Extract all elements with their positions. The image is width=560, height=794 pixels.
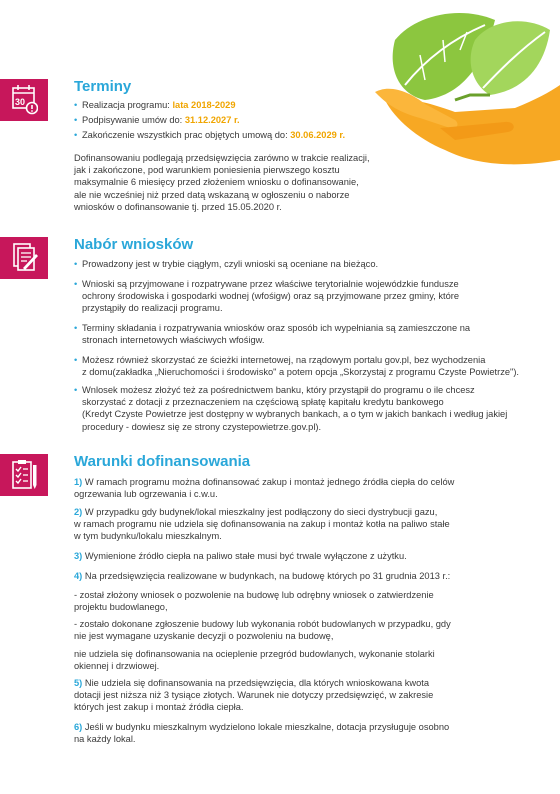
nabor-bullet-2: • Wnioski są przyjmowane i rozpatrywane przez właściwe terytorialnie wojewódzkie fundusze ochrony środowiska i gospodarki wodnej (wfośigw) oraz są przyjmowane przez gminy, które przystąpiły do realizacji programu. [74, 278, 534, 315]
warunki-para-4a: - został złożony wniosek o pozwolenie na budowę lub odrębny wniosek o zatwierdzenie projektu budowlanego, [74, 590, 434, 613]
warunki-para-4c: nie udziela się dofinansowania na ocieplenie przegród budowlanych, wykonanie stolarki okiennej i drzwiowej. [74, 649, 435, 672]
nabor-bullet-1: • Prowadzony jest w trybie ciągłym, czyli wnioski są oceniane na bieżąco. [74, 258, 534, 270]
warunki-para-4b: - zostało dokonane zgłoszenie budowy lub wykonania robót budowlanych w przypadku, gdy nie jest wymagane uzyskanie decyzji o pozwoleniu na budowę, [74, 619, 451, 642]
section-title-warunki: Warunki dofinansowania [74, 453, 251, 470]
application-icon-box [0, 237, 48, 279]
warunki-para-5: 5) Nie udziela się dofinansowania na przedsięwzięcia, dla których wnioskowana kwota dotacji jest niższa niż 3 tysiące złotych. Warunek nie dotyczy przedsięwzięć, w zakresie których jest zakup i montaż źródła ciepła. [74, 678, 434, 713]
section-title-terminy: Terminy [74, 78, 132, 95]
calendar-icon-box [0, 79, 48, 121]
calendar-number: 30 [15, 97, 26, 107]
checklist-icon [12, 459, 38, 491]
document-pen-icon [12, 242, 38, 274]
nabor-bullet-4: • Możesz również skorzystać ze ścieżki internetowej, na rządowym portalu gov.pl, bez wychodzenia z domu(zakładka „Nieruchomości i środowisko" a potem opcja „Skorzystaj z programu Czyste Powietrze"). [74, 354, 534, 378]
warunki-para-3: 3) Wymienione źródło ciepła na paliwo stałe musi być trwale wyłączone z użytku. [74, 551, 407, 561]
nabor-bullet-5: • Wnlosek możesz złożyć też za pośrednictwem banku, który przystąpił do programu o ile chcesz skorzystać z dotacji z przeznaczeniem na częściową spłatę kapitału kredytu bankowego (Kredyt Czyste Powietrze jest dostępny w wybranych bankach, a o tym w jakich bankach i według jakiej procedury - dowiesz się ze strony czystepowietrze.gov.pl). [74, 384, 534, 433]
terminy-item-3: • Zakończenie wszystkich prac objętych umową do: 30.06.2029 r. [74, 129, 534, 141]
section-title-nabor: Nabór wniosków [74, 236, 194, 253]
warunki-para-4: 4) Na przedsięwzięcia realizowane w budynkach, na budowę których po 31 grudnia 2013 r.: [74, 571, 451, 581]
terminy-paragraph: Dofinansowaniu podlegają przedsięwzięcia zarówno w trakcie realizacji, jak i zakończone, pod warunkiem poniesienia pierwszego kosztu maksymalnie 6 miesięcy przed złożeniem wniosku o dofinansowanie, ale nie wcześniej niż przed datą wskazaną w ogłoszeniu o naborze wniosków o dofinansowanie tj. przed 15.05.2020 r. [74, 153, 370, 212]
checklist-icon-box [0, 454, 48, 496]
warunki-para-6: 6) Jeśli w budynku mieszkalnym wydzielono lokale mieszkalne, dotacja przysługuje osobno na każdy lokal. [74, 722, 450, 745]
warunki-para-1: 1) W ramach programu można dofinansować zakup i montaż jednego źródła ciepła do celów ogrzewania lub ogrzewania i c.w.u. [74, 477, 455, 500]
nabor-bullet-3: • Terminy składania i rozpatrywania wniosków oraz sposób ich wypełniania są zamieszczone na stronach internetowych właściwych wfośigw. [74, 322, 534, 346]
terminy-item-1: • Realizacja programu: lata 2018-2029 [74, 99, 534, 111]
terminy-item-2: • Podpisywanie umów do: 31.12.2027 r. [74, 114, 534, 126]
warunki-para-2: 2) W przypadku gdy budynek/lokal mieszkalny jest podłączony do sieci dystrybucji gazu, w ramach programu nie udziela się dofinansowania na zakup i montaż kotła na paliwo stałe w tym budynku/lokalu mieszkalnym. [74, 507, 450, 542]
hand-with-leaves-illustration [365, 0, 560, 170]
calendar-icon [12, 84, 38, 116]
